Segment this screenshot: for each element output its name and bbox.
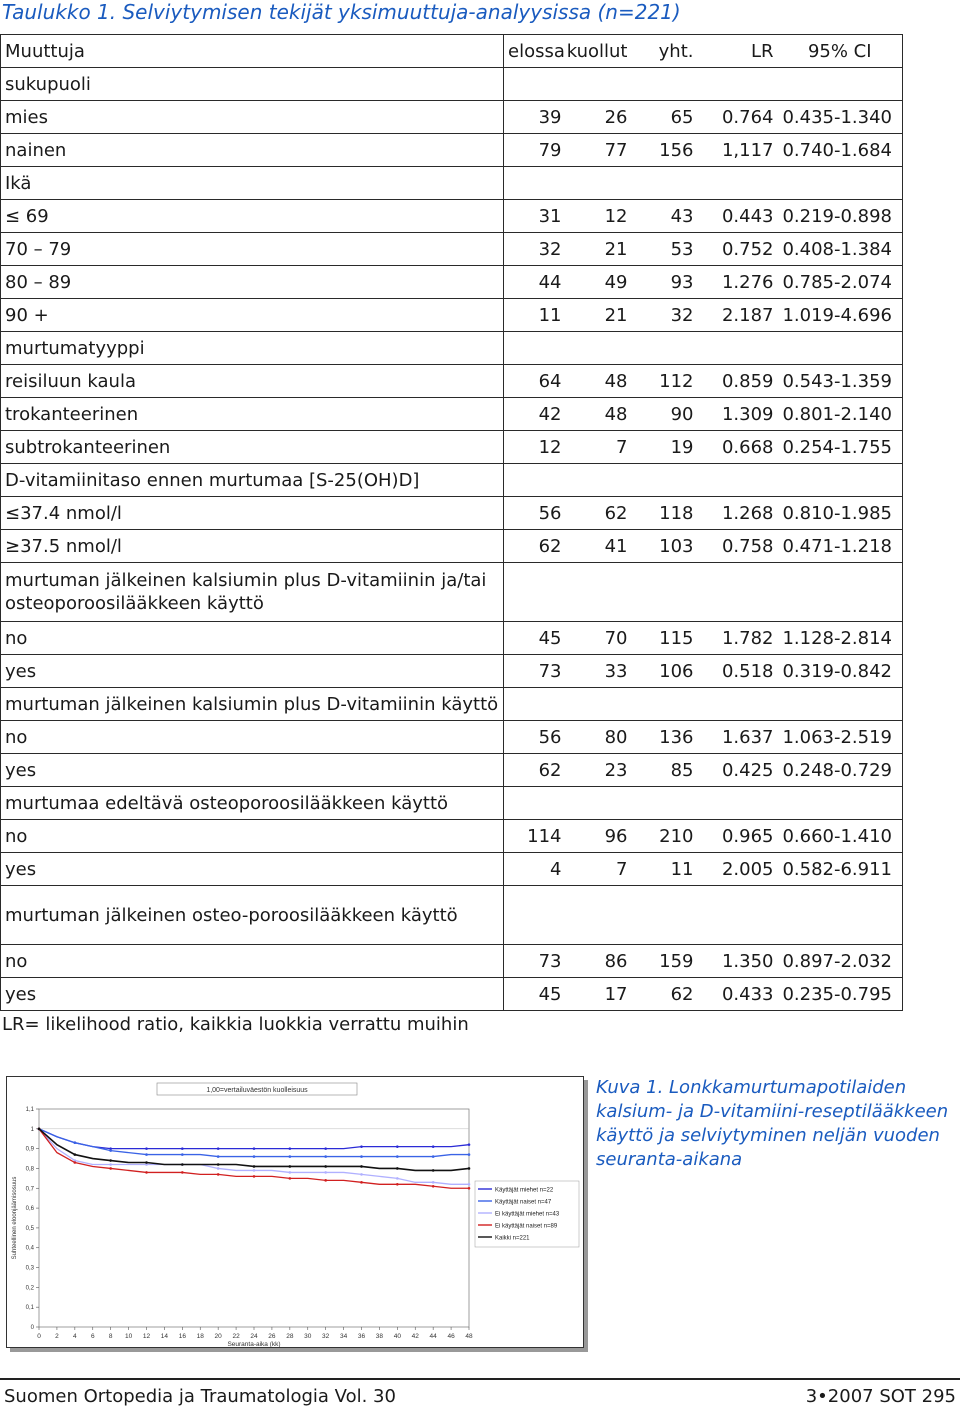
y-tick-label: 0,6	[25, 1206, 34, 1213]
x-tick-label: 18	[196, 1333, 204, 1340]
table-title: Taulukko 1. Selviytymisen tekijät yksimuuttuja-analyysissa (n=221)	[2, 0, 681, 24]
empty-cell	[504, 68, 903, 101]
survival-chart-svg	[7, 1077, 583, 1347]
value-cell: 0.668	[694, 431, 774, 464]
value-cell: 0.543-1.359	[774, 365, 903, 398]
value-cell: 12	[504, 431, 562, 464]
table-row	[1, 530, 903, 563]
legend-label: Ei käyttäjät naiset n=89	[495, 1223, 558, 1230]
figure-caption: Kuva 1. Lonkkamurtumapotilaiden kalsium- ja D-vitamiini-reseptilääkkeen käyttö ja selviytyminen neljän vuoden seuranta-aikana	[596, 1077, 949, 1170]
value-cell: 86	[562, 945, 628, 978]
y-tick-label: 0,1	[25, 1305, 34, 1312]
series-point	[181, 1163, 184, 1166]
value-cell: 1.268	[694, 497, 774, 530]
series-point	[432, 1155, 435, 1158]
series-point	[360, 1155, 363, 1158]
row-label: yes	[1, 853, 504, 886]
row-label: no	[1, 622, 504, 655]
value-cell: 41	[562, 530, 628, 563]
value-cell: 11	[628, 853, 694, 886]
series-point	[217, 1173, 220, 1176]
x-tick-label: 44	[429, 1333, 437, 1340]
value-cell: 0.965	[694, 820, 774, 853]
value-cell: 12	[562, 200, 628, 233]
table-row	[1, 721, 903, 754]
series-point	[468, 1183, 471, 1186]
table-row	[1, 655, 903, 688]
y-axis-label: Suhteellinen eloonjäämisosuus	[12, 1176, 18, 1260]
x-tick-label: 12	[142, 1333, 151, 1340]
table-row	[1, 820, 903, 853]
header-cell: yht.	[628, 35, 694, 68]
value-cell: 1.063-2.519	[774, 721, 903, 754]
value-cell: 112	[628, 365, 694, 398]
row-label: trokanteerinen	[1, 398, 504, 431]
value-cell: 56	[504, 721, 562, 754]
value-cell: 32	[628, 299, 694, 332]
table-header-row	[1, 35, 903, 68]
value-cell: 73	[504, 945, 562, 978]
x-tick-label: 22	[232, 1333, 240, 1340]
series-point	[217, 1147, 220, 1150]
value-cell: 0.801-2.140	[774, 398, 903, 431]
series-point	[360, 1173, 363, 1176]
value-cell: 79	[504, 134, 562, 167]
series-point	[324, 1171, 327, 1174]
series-point	[253, 1169, 256, 1172]
value-cell: 103	[628, 530, 694, 563]
table-row	[1, 853, 903, 886]
series-point	[74, 1153, 77, 1156]
value-cell: 0.235-0.795	[774, 978, 903, 1011]
empty-cell	[504, 563, 903, 622]
value-cell: 1,117	[694, 134, 774, 167]
series-point	[109, 1159, 112, 1162]
series-point	[74, 1161, 77, 1164]
page-footer	[0, 1378, 960, 1416]
series-point	[217, 1155, 220, 1158]
value-cell: 19	[628, 431, 694, 464]
value-cell: 93	[628, 266, 694, 299]
value-cell: 32	[504, 233, 562, 266]
row-label: subtrokanteerinen	[1, 431, 504, 464]
value-cell: 62	[562, 497, 628, 530]
series-point	[468, 1143, 471, 1146]
value-cell: 45	[504, 622, 562, 655]
group-label: murtumaa edeltävä osteoporoosilääkkeen käyttö	[1, 787, 504, 820]
x-tick-label: 48	[465, 1333, 473, 1340]
value-cell: 0.518	[694, 655, 774, 688]
value-cell: 45	[504, 978, 562, 1011]
series-point	[181, 1147, 184, 1150]
value-cell: 0.859	[694, 365, 774, 398]
value-cell: 136	[628, 721, 694, 754]
empty-cell	[504, 464, 903, 497]
group-label: D-vitamiinitaso ennen murtumaa [S-25(OH)D]	[1, 464, 504, 497]
y-tick-label: 0,8	[25, 1166, 34, 1173]
series-point	[289, 1165, 292, 1168]
y-tick-label: 1,1	[25, 1107, 34, 1113]
row-label: ≤37.4 nmol/l	[1, 497, 504, 530]
table-row	[1, 978, 903, 1011]
value-cell: 48	[562, 398, 628, 431]
group-row	[1, 688, 903, 721]
value-cell: 17	[562, 978, 628, 1011]
table-row	[1, 365, 903, 398]
value-cell: 73	[504, 655, 562, 688]
journal-name: Suomen Ortopedia ja Traumatologia Vol. 30	[4, 1386, 396, 1407]
row-label: reisiluun kaula	[1, 365, 504, 398]
series-point	[217, 1163, 220, 1166]
series-point	[145, 1153, 148, 1156]
x-tick-label: 34	[339, 1333, 348, 1340]
series-line	[39, 1129, 469, 1157]
value-cell: 31	[504, 200, 562, 233]
value-cell: 0.408-1.384	[774, 233, 903, 266]
table-row	[1, 398, 903, 431]
survival-chart	[6, 1076, 584, 1348]
series-point	[396, 1167, 399, 1170]
value-cell: 0.810-1.985	[774, 497, 903, 530]
empty-cell	[504, 886, 903, 945]
series-point	[324, 1179, 327, 1182]
series-point	[468, 1153, 471, 1156]
series-point	[396, 1177, 399, 1180]
value-cell: 0.219-0.898	[774, 200, 903, 233]
value-cell: 0.248-0.729	[774, 754, 903, 787]
value-cell: 1.019-4.696	[774, 299, 903, 332]
value-cell: 7	[562, 431, 628, 464]
row-label: yes	[1, 655, 504, 688]
series-point	[360, 1181, 363, 1184]
group-row	[1, 464, 903, 497]
group-row	[1, 563, 903, 622]
value-cell: 49	[562, 266, 628, 299]
x-tick-label: 10	[124, 1333, 133, 1340]
series-point	[253, 1155, 256, 1158]
value-cell: 77	[562, 134, 628, 167]
value-cell: 80	[562, 721, 628, 754]
series-point	[324, 1165, 327, 1168]
table-row	[1, 200, 903, 233]
header-cell: kuollut	[562, 35, 628, 68]
value-cell: 106	[628, 655, 694, 688]
series-point	[145, 1161, 148, 1164]
value-cell: 0.319-0.842	[774, 655, 903, 688]
value-cell: 0.660-1.410	[774, 820, 903, 853]
x-tick-label: 28	[286, 1333, 294, 1340]
series-point	[109, 1149, 112, 1152]
row-label: nainen	[1, 134, 504, 167]
value-cell: 118	[628, 497, 694, 530]
table-row	[1, 497, 903, 530]
series-point	[181, 1153, 184, 1156]
legend-label: Ei käyttäjät miehet n=43	[495, 1211, 560, 1218]
value-cell: 90	[628, 398, 694, 431]
value-cell: 0.764	[694, 101, 774, 134]
series-point	[324, 1147, 327, 1150]
series-point	[253, 1175, 256, 1178]
x-tick-label: 38	[375, 1333, 384, 1340]
value-cell: 62	[628, 978, 694, 1011]
y-tick-label: 1	[30, 1126, 34, 1133]
empty-cell	[504, 688, 903, 721]
x-tick-label: 40	[393, 1333, 401, 1340]
header-cell: elossa	[504, 35, 562, 68]
group-row	[1, 167, 903, 200]
value-cell: 1.350	[694, 945, 774, 978]
legend-label: Kaikki n=221	[495, 1235, 530, 1242]
value-cell: 4	[504, 853, 562, 886]
x-tick-label: 6	[90, 1333, 95, 1340]
value-cell: 114	[504, 820, 562, 853]
value-cell: 70	[562, 622, 628, 655]
y-tick-label: 0,4	[25, 1245, 34, 1252]
legend-label: Käyttäjät naiset n=47	[495, 1199, 552, 1206]
x-tick-label: 42	[411, 1333, 419, 1340]
group-label: Ikä	[1, 167, 504, 200]
x-tick-label: 32	[322, 1333, 330, 1340]
series-point	[289, 1171, 292, 1174]
empty-cell	[504, 167, 903, 200]
value-cell: 43	[628, 200, 694, 233]
value-cell: 48	[562, 365, 628, 398]
group-label: murtuman jälkeinen osteo-poroosilääkkeen käyttö	[1, 886, 504, 945]
value-cell: 0.740-1.684	[774, 134, 903, 167]
value-cell: 21	[562, 233, 628, 266]
y-tick-label: 0,9	[25, 1146, 34, 1153]
value-cell: 53	[628, 233, 694, 266]
series-point	[217, 1167, 220, 1170]
header-cell: 95% CI	[774, 35, 903, 68]
value-cell: 0.897-2.032	[774, 945, 903, 978]
series-point	[145, 1147, 148, 1150]
value-cell: 0.433	[694, 978, 774, 1011]
group-row	[1, 68, 903, 101]
series-point	[396, 1155, 399, 1158]
x-tick-label: 20	[214, 1333, 222, 1340]
value-cell: 62	[504, 754, 562, 787]
x-tick-label: 24	[250, 1333, 258, 1340]
y-tick-label: 0,2	[25, 1285, 34, 1292]
table-row	[1, 233, 903, 266]
series-point	[181, 1171, 184, 1174]
value-cell: 0.752	[694, 233, 774, 266]
series-point	[289, 1147, 292, 1150]
legend-label: Käyttäjät miehet n=22	[495, 1187, 554, 1194]
value-cell: 56	[504, 497, 562, 530]
group-label: sukupuoli	[1, 68, 504, 101]
header-cell: LR	[694, 35, 774, 68]
series-point	[289, 1155, 292, 1158]
series-point	[74, 1141, 77, 1144]
value-cell: 64	[504, 365, 562, 398]
value-cell: 159	[628, 945, 694, 978]
x-tick-label: 14	[160, 1333, 169, 1340]
series-point	[432, 1169, 435, 1172]
value-cell: 1.637	[694, 721, 774, 754]
table-row	[1, 622, 903, 655]
series-point	[468, 1187, 471, 1190]
group-row	[1, 332, 903, 365]
table-row	[1, 101, 903, 134]
results-table	[0, 34, 903, 1011]
group-label: murtuman jälkeinen kalsiumin plus D-vitamiinin ja/tai osteoporoosilääkkeen käyttö	[1, 563, 504, 622]
series-point	[289, 1177, 292, 1180]
group-row	[1, 886, 903, 945]
table-row	[1, 134, 903, 167]
x-tick-label: 0	[37, 1333, 41, 1340]
x-tick-label: 36	[357, 1333, 366, 1340]
group-row	[1, 787, 903, 820]
row-label: yes	[1, 978, 504, 1011]
value-cell: 0.582-6.911	[774, 853, 903, 886]
value-cell: 156	[628, 134, 694, 167]
x-tick-label: 46	[447, 1333, 455, 1340]
value-cell: 0.435-1.340	[774, 101, 903, 134]
header-cell: Muuttuja	[1, 35, 504, 68]
plot-area	[39, 1109, 469, 1327]
x-tick-label: 4	[73, 1333, 77, 1340]
y-tick-label: 0,5	[25, 1225, 34, 1232]
row-label: 70 – 79	[1, 233, 504, 266]
table-row	[1, 299, 903, 332]
series-point	[396, 1145, 399, 1148]
y-tick-label: 0,7	[25, 1186, 34, 1193]
y-tick-label: 0	[30, 1325, 34, 1331]
empty-cell	[504, 332, 903, 365]
row-label: ≤ 69	[1, 200, 504, 233]
value-cell: 1.782	[694, 622, 774, 655]
value-cell: 2.005	[694, 853, 774, 886]
value-cell: 0.758	[694, 530, 774, 563]
value-cell: 115	[628, 622, 694, 655]
table-row	[1, 266, 903, 299]
series-point	[109, 1167, 112, 1170]
value-cell: 85	[628, 754, 694, 787]
series-point	[396, 1183, 399, 1186]
series-point	[38, 1128, 41, 1131]
series-point	[360, 1145, 363, 1148]
series-point	[253, 1147, 256, 1150]
value-cell: 210	[628, 820, 694, 853]
empty-cell	[504, 787, 903, 820]
value-cell: 0.254-1.755	[774, 431, 903, 464]
value-cell: 39	[504, 101, 562, 134]
value-cell: 7	[562, 853, 628, 886]
value-cell: 0.471-1.218	[774, 530, 903, 563]
value-cell: 0.785-2.074	[774, 266, 903, 299]
series-point	[432, 1145, 435, 1148]
row-label: mies	[1, 101, 504, 134]
table-row	[1, 754, 903, 787]
value-cell: 42	[504, 398, 562, 431]
value-cell: 1.276	[694, 266, 774, 299]
value-cell: 0.443	[694, 200, 774, 233]
value-cell: 21	[562, 299, 628, 332]
value-cell: 2.187	[694, 299, 774, 332]
series-point	[109, 1163, 112, 1166]
table-footnote: LR= likelihood ratio, kaikkia luokkia verrattu muihin	[2, 1014, 469, 1035]
series-line	[39, 1129, 469, 1149]
value-cell: 1.128-2.814	[774, 622, 903, 655]
x-tick-label: 2	[55, 1333, 59, 1340]
row-label: 80 – 89	[1, 266, 504, 299]
table-row	[1, 431, 903, 464]
value-cell: 65	[628, 101, 694, 134]
series-point	[468, 1167, 471, 1170]
value-cell: 11	[504, 299, 562, 332]
series-point	[145, 1171, 148, 1174]
series-point	[432, 1181, 435, 1184]
y-tick-label: 0,3	[25, 1265, 34, 1272]
row-label: no	[1, 945, 504, 978]
x-tick-label: 26	[268, 1333, 276, 1340]
x-tick-label: 16	[178, 1333, 186, 1340]
series-point	[432, 1185, 435, 1188]
value-cell: 26	[562, 101, 628, 134]
value-cell: 62	[504, 530, 562, 563]
x-tick-label: 8	[108, 1333, 113, 1340]
value-cell: 44	[504, 266, 562, 299]
issue-page: 3•2007 SOT 295	[805, 1386, 956, 1407]
row-label: ≥37.5 nmol/l	[1, 530, 504, 563]
value-cell: 33	[562, 655, 628, 688]
group-label: murtuman jälkeinen kalsiumin plus D-vitamiinin käyttö	[1, 688, 504, 721]
x-axis-label: Seuranta-aika (kk)	[227, 1341, 281, 1347]
series-point	[360, 1165, 363, 1168]
table-row	[1, 945, 903, 978]
group-label: murtumatyyppi	[1, 332, 504, 365]
chart-title: 1,00=vertailuväestön kuolleisuus	[206, 1087, 308, 1094]
row-label: yes	[1, 754, 504, 787]
value-cell: 96	[562, 820, 628, 853]
series-point	[324, 1155, 327, 1158]
series-point	[253, 1165, 256, 1168]
row-label: no	[1, 721, 504, 754]
value-cell: 23	[562, 754, 628, 787]
row-label: no	[1, 820, 504, 853]
row-label: 90 +	[1, 299, 504, 332]
value-cell: 1.309	[694, 398, 774, 431]
x-tick-label: 30	[304, 1333, 312, 1340]
value-cell: 0.425	[694, 754, 774, 787]
